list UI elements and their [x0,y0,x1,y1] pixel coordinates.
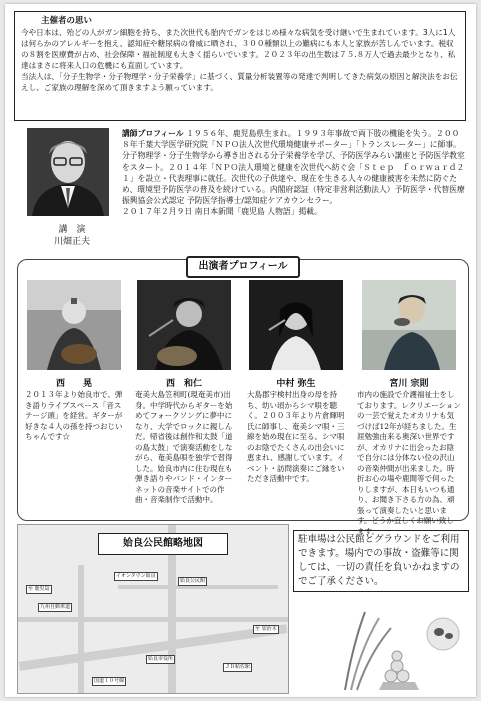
lecturer-section [17,128,467,256]
performer-card [354,280,464,537]
lecturer-photo [27,128,109,216]
map-label: 九州自動車道 [40,604,71,610]
map-label: 至 鹿児島 [28,586,50,592]
performer-name: 西 晃 [55,379,92,389]
map-label: 至 加治木 [255,626,277,632]
parking-text: 駐車場は公民館とグラウンドをご利用できます。場内での事故・盗難等に関しては、一切の責任を負いかねますのでご了承ください。 [293,530,469,592]
performer-desc: 大島郡宇検村出身の母を持ち、幼い頃からシマ唄を聴く。２００３年より片倉輝明氏に師事し、奄美シマ唄・三線を始め現在に至る。シマ唄のお陰でたくさんの出会いに恵まれ、感謝しています。イベント・訪問演奏にご縁をいただき活動中です。 [247,390,345,483]
profile-label: 講師プロフィール [122,129,184,138]
parking-notice [293,530,469,592]
performer-card [22,280,126,443]
performer-desc: 市内の施設で介護福祉士をしております。レクリエーションの一芸で覚えたオカリナも気づけば12年が経ちました。生涯勉強由来る奥深い世界ですが、オカリナに出会ったお陰で自分には分体ない位の沢山の音楽仲間が出来ました。時折お心の場や鹿間等で伺ったりしますが、本日もいつも通り、お聞き下さる方の為、頑張って演奏したいと思います。どうか宜しくお願い致します。 [357,390,461,536]
flyer-page [5,4,476,697]
map-label: ＪＲ帖佐駅 [225,664,251,670]
map-label: 国道１０号線 [94,678,125,684]
moon-viewing-illustration [335,604,475,692]
map-label: 姶良公民館 [180,578,206,584]
organizer-message-box [14,11,466,121]
lecturer-role: 講 演 [58,225,86,235]
lecturer-caption [37,224,107,248]
organizer-title: 主催者の思い [41,16,93,26]
organizer-text: 今や日本は、殆どの人がガン細胞を持ち、また次世代も胎内でガンをはじめ様々な病気を受け継いで生まれています。3人に1人は何らかのアレルギーを抱え、認知症や糖尿病の脅威に晒され、３００種類以上の難病にも本人と家族が苦しんでいます。税収の８割を医療費が占め、社会保障・福祉制度も大きく揺らいでいます。２０２３年の出生数は７５.８万人で過去最少となり、私達はまさに将来人口の危機にも直面しています。 [21,28,456,70]
performer-name: 西 和仁 [165,379,202,389]
performer-photo [27,280,121,370]
map-box [17,524,289,694]
performers-section [17,259,469,536]
performer-card [244,280,348,485]
map-label: イオンタウン姶良 [116,573,156,579]
performer-photo [137,280,231,370]
profile-note: ２０１７年２月９日 南日本新聞「鹿児島 人物語」掲載。 [122,207,322,217]
map-title: 姶良公民館略地図 [98,533,228,555]
performer-photo [249,280,343,370]
lecturer-profile [122,128,467,218]
profile-body: １９５６年、鹿児島県生まれ。１９９３年事故で両下肢の機能を失う。２００８年千葉大学医学研究院「ＮＰＯ法人次世代環境健康サポーター」「トランスレーター」に師事。分子物理学・分子生物学から導き出される分子栄養学を学び、予防医学みらい講座と予防医学教室をスタート。２０１４年「ＮＰＯ法人環境と健康を次世代へ紡ぐ会「Ｓｔｅｐ ｆｏｒｗａｒｄ２１」を設立・代表理事に就任。次世代の子供達や、現在を生きる人々の健康被害を未然に防ぐため、環境型予防医学の普及を続けている。内閣府認証（特定非営利活動法人）予防医学・代替医療振興協会公式認定 予防医学指導士/認知症ケアカウンセラー。 [122,129,465,206]
performer-desc: 奄美大島笠利町(現奄美市)出身。中学時代からギターを始めてフォークソングに夢中になり、大学でロックに親しんだ。帰省後は創作和太鼓「道の島太鼓」で演奏活動をしながら、奄美島唄を独学で習得した。姶良市内に住む現在も弾き語りやバンド・インターネットの音楽サイトでの作曲・音楽制作で活動中。 [135,390,233,504]
performer-photo [362,280,456,370]
map-label: 姶良市役所 [148,656,174,662]
organizer-text-2: 当法人は、「分子生物学・分子物理学・分子栄養学」に基づく、質量分析装置等の発達で判明してきた病気の原因と解決法をお伝えし、ご家族の理解を深めて頂きますよう願っています。 [21,72,458,92]
performer-desc: ２０１３年より始良市で、弾き語りライブスペース「音ステージ頭」を経営。ギターが好きな４人の孫を持つおじいちゃんです☆ [25,390,123,441]
performer-card [132,280,236,506]
performers-title: 出演者プロフィール [186,256,300,278]
performer-name: 中村 弥生 [276,379,316,389]
performer-name: 宮川 宗則 [389,379,429,389]
lecturer-name: 川畑正夫 [53,237,90,247]
